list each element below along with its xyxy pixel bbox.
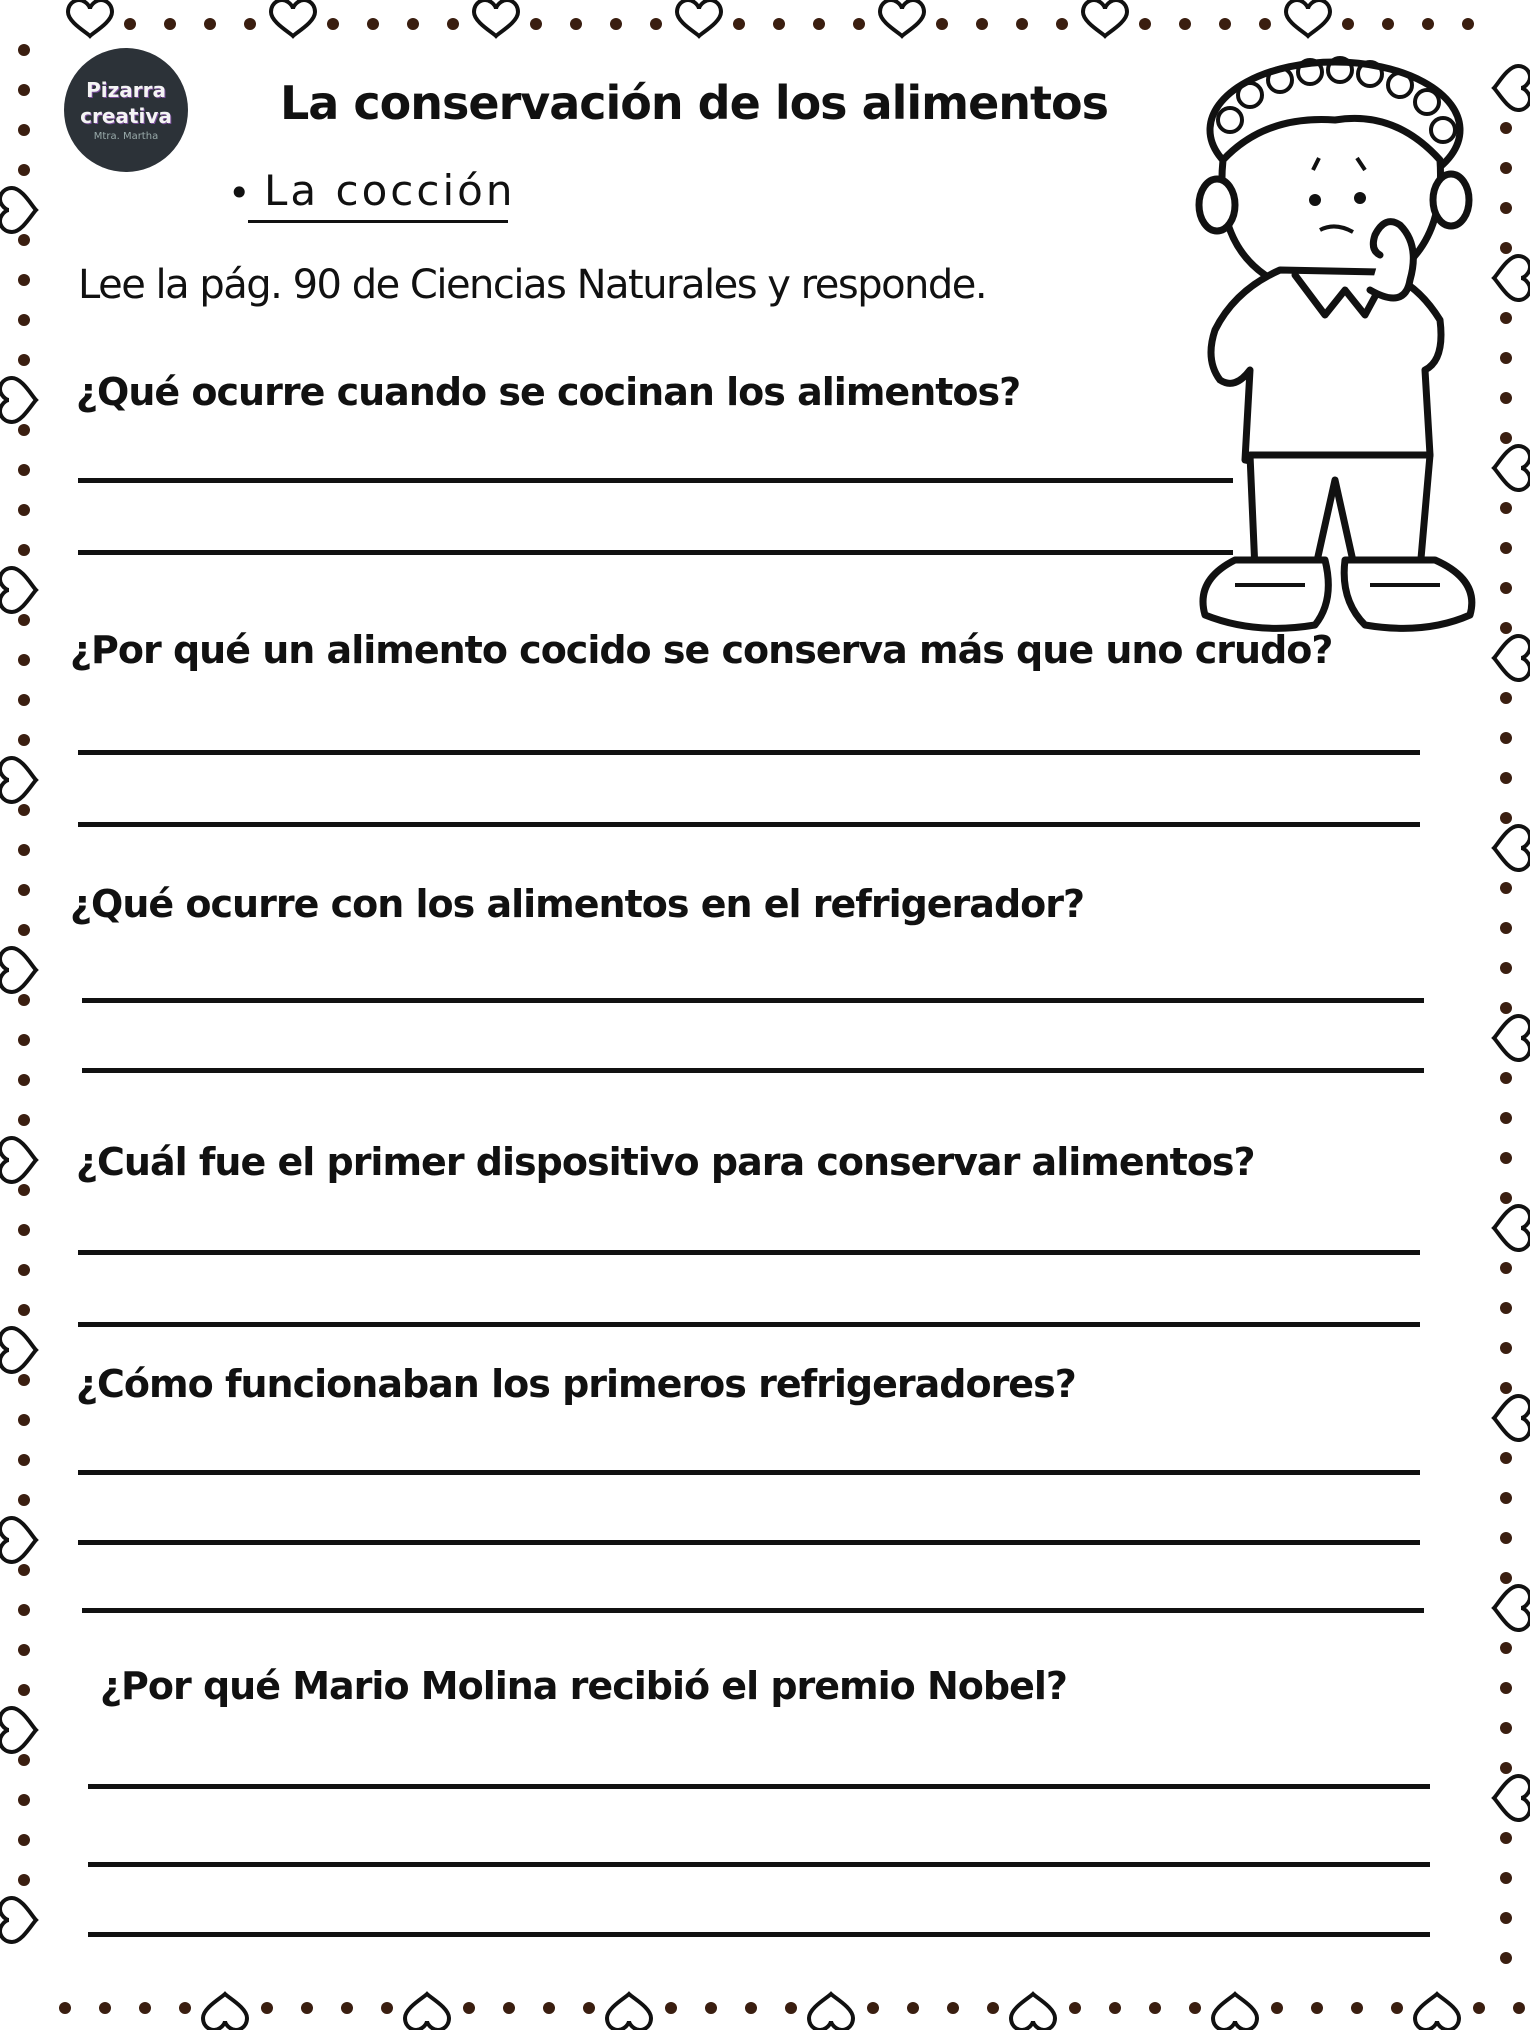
dot-icon bbox=[705, 2002, 717, 2014]
answer-line[interactable] bbox=[78, 1470, 1420, 1475]
dot-icon bbox=[813, 18, 825, 30]
dot-icon bbox=[164, 18, 176, 30]
dot-icon bbox=[179, 2002, 191, 2014]
heart-icon bbox=[0, 1708, 36, 1752]
dot-icon bbox=[18, 734, 30, 746]
dot-icon bbox=[407, 18, 419, 30]
dot-icon bbox=[1271, 2002, 1283, 2014]
dot-icon bbox=[1513, 2002, 1525, 2014]
answer-line[interactable] bbox=[82, 998, 1424, 1003]
answer-line[interactable] bbox=[82, 1608, 1424, 1613]
dot-icon bbox=[907, 2002, 919, 2014]
dot-icon bbox=[1500, 622, 1512, 634]
heart-icon bbox=[0, 1138, 36, 1182]
dot-icon bbox=[1500, 1262, 1512, 1274]
dot-icon bbox=[204, 18, 216, 30]
dot-icon bbox=[447, 18, 459, 30]
dot-icon bbox=[18, 1374, 30, 1386]
answer-line[interactable] bbox=[88, 1932, 1430, 1937]
dot-icon bbox=[745, 2002, 757, 2014]
dot-icon bbox=[18, 1564, 30, 1576]
dot-icon bbox=[1500, 1832, 1512, 1844]
dot-icon bbox=[650, 18, 662, 30]
dot-icon bbox=[1342, 18, 1354, 30]
dot-icon bbox=[18, 884, 30, 896]
dot-icon bbox=[1500, 1912, 1512, 1924]
dot-icon bbox=[1500, 922, 1512, 934]
heart-icon bbox=[1083, 0, 1127, 36]
dot-icon bbox=[1500, 772, 1512, 784]
question-3: ¿Qué ocurre con los alimentos en el refrigerador? bbox=[70, 882, 1085, 926]
dot-icon bbox=[18, 84, 30, 96]
answer-line[interactable] bbox=[78, 822, 1420, 827]
dot-icon bbox=[733, 18, 745, 30]
dot-icon bbox=[1422, 18, 1434, 30]
heart-icon bbox=[1494, 1776, 1530, 1820]
dot-icon bbox=[244, 18, 256, 30]
dot-icon bbox=[18, 124, 30, 136]
dot-icon bbox=[1500, 202, 1512, 214]
dot-icon bbox=[18, 1454, 30, 1466]
heart-icon bbox=[1286, 0, 1330, 36]
dot-icon bbox=[1500, 1642, 1512, 1654]
page-subtitle: La cocción bbox=[264, 166, 516, 215]
dot-icon bbox=[987, 2002, 999, 2014]
dot-icon bbox=[1500, 1722, 1512, 1734]
dot-icon bbox=[261, 2002, 273, 2014]
heart-icon bbox=[0, 568, 36, 612]
dot-icon bbox=[1500, 502, 1512, 514]
dot-icon bbox=[18, 1114, 30, 1126]
dot-icon bbox=[947, 2002, 959, 2014]
heart-icon bbox=[0, 188, 36, 232]
dot-icon bbox=[18, 234, 30, 246]
dot-icon bbox=[1462, 18, 1474, 30]
dot-icon bbox=[1500, 312, 1512, 324]
heart-icon bbox=[271, 0, 315, 36]
dot-icon bbox=[1500, 1112, 1512, 1124]
dot-icon bbox=[1500, 122, 1512, 134]
heart-icon bbox=[68, 0, 112, 36]
dot-icon bbox=[1500, 352, 1512, 364]
heart-icon bbox=[0, 378, 36, 422]
heart-icon bbox=[1213, 1994, 1257, 2030]
dot-icon bbox=[1219, 18, 1231, 30]
dot-icon bbox=[1500, 1342, 1512, 1354]
heart-icon bbox=[677, 0, 721, 36]
logo-text-line1: Pizarra bbox=[86, 78, 166, 102]
dot-icon bbox=[18, 654, 30, 666]
dot-icon bbox=[853, 18, 865, 30]
dot-icon bbox=[18, 1074, 30, 1086]
pizarra-creativa-logo bbox=[64, 48, 188, 172]
dot-icon bbox=[1500, 1872, 1512, 1884]
dot-icon bbox=[773, 18, 785, 30]
dot-icon bbox=[124, 18, 136, 30]
dot-icon bbox=[1500, 1072, 1512, 1084]
heart-icon bbox=[607, 1994, 651, 2030]
dot-icon bbox=[18, 464, 30, 476]
dot-icon bbox=[1056, 18, 1068, 30]
dot-icon bbox=[18, 1184, 30, 1196]
dot-icon bbox=[18, 844, 30, 856]
dot-icon bbox=[530, 18, 542, 30]
dot-icon bbox=[18, 1794, 30, 1806]
dot-icon bbox=[1500, 1952, 1512, 1964]
dot-icon bbox=[341, 2002, 353, 2014]
logo-signature: Mtra. Martha bbox=[93, 131, 159, 142]
dot-icon bbox=[1500, 1302, 1512, 1314]
dot-icon bbox=[976, 18, 988, 30]
dot-icon bbox=[1500, 882, 1512, 894]
dot-icon bbox=[1179, 18, 1191, 30]
dot-icon bbox=[18, 1264, 30, 1276]
dot-icon bbox=[18, 274, 30, 286]
dot-icon bbox=[1016, 18, 1028, 30]
answer-line[interactable] bbox=[78, 478, 1233, 483]
dot-icon bbox=[18, 424, 30, 436]
heart-icon bbox=[1494, 826, 1530, 870]
dot-icon bbox=[1500, 162, 1512, 174]
question-1: ¿Qué ocurre cuando se cocinan los alimentos? bbox=[76, 370, 1021, 414]
answer-line[interactable] bbox=[88, 1784, 1430, 1789]
heart-icon bbox=[880, 0, 924, 36]
dot-icon bbox=[18, 44, 30, 56]
dot-icon bbox=[1109, 2002, 1121, 2014]
dot-icon bbox=[1500, 1152, 1512, 1164]
heart-icon bbox=[1494, 256, 1530, 300]
dot-icon bbox=[18, 614, 30, 626]
dot-icon bbox=[1500, 582, 1512, 594]
dot-icon bbox=[1500, 812, 1512, 824]
dot-icon bbox=[18, 164, 30, 176]
dot-icon bbox=[99, 2002, 111, 2014]
dot-icon bbox=[18, 1034, 30, 1046]
question-6: ¿Por qué Mario Molina recibió el premio Nobel? bbox=[100, 1664, 1067, 1708]
dot-icon bbox=[18, 504, 30, 516]
heart-icon bbox=[1494, 1206, 1530, 1250]
dot-icon bbox=[867, 2002, 879, 2014]
dot-icon bbox=[1500, 1572, 1512, 1584]
dot-icon bbox=[1500, 542, 1512, 554]
dot-icon bbox=[1500, 732, 1512, 744]
heart-icon bbox=[1494, 1016, 1530, 1060]
dot-icon bbox=[1500, 1382, 1512, 1394]
dot-icon bbox=[1500, 432, 1512, 444]
question-2: ¿Por qué un alimento cocido se conserva más que uno crudo? bbox=[70, 628, 1333, 672]
dot-icon bbox=[1382, 18, 1394, 30]
page-title: La conservación de los alimentos bbox=[280, 76, 1109, 130]
instruction-text: Lee la pág. 90 de Ciencias Naturales y responde. bbox=[78, 262, 987, 308]
dot-icon bbox=[1189, 2002, 1201, 2014]
dot-icon bbox=[18, 1304, 30, 1316]
heart-icon bbox=[0, 758, 36, 802]
dot-icon bbox=[1500, 1682, 1512, 1694]
dot-icon bbox=[18, 1414, 30, 1426]
dot-icon bbox=[1473, 2002, 1485, 2014]
dot-icon bbox=[18, 1604, 30, 1616]
boy-thinking-illustration bbox=[1195, 40, 1485, 650]
dot-icon bbox=[18, 694, 30, 706]
question-5: ¿Cómo funcionaban los primeros refrigeradores? bbox=[76, 1362, 1076, 1406]
heart-icon bbox=[1494, 66, 1530, 110]
dot-icon bbox=[1149, 2002, 1161, 2014]
dot-icon bbox=[1500, 1492, 1512, 1504]
dot-icon bbox=[18, 994, 30, 1006]
dot-icon bbox=[1259, 18, 1271, 30]
dot-icon bbox=[301, 2002, 313, 2014]
heart-icon bbox=[1494, 1396, 1530, 1440]
dot-icon bbox=[1500, 962, 1512, 974]
dot-icon bbox=[1351, 2002, 1363, 2014]
heart-icon bbox=[1494, 1586, 1530, 1630]
dot-icon bbox=[139, 2002, 151, 2014]
dot-icon bbox=[1139, 18, 1151, 30]
dot-icon bbox=[18, 1644, 30, 1656]
dot-icon bbox=[18, 354, 30, 366]
heart-icon bbox=[474, 0, 518, 36]
bullet-icon: • bbox=[228, 171, 251, 215]
heart-icon bbox=[1011, 1994, 1055, 2030]
dot-icon bbox=[570, 18, 582, 30]
dot-icon bbox=[1500, 242, 1512, 254]
dot-icon bbox=[18, 1834, 30, 1846]
answer-line[interactable] bbox=[78, 1250, 1420, 1255]
dot-icon bbox=[18, 1494, 30, 1506]
answer-line[interactable] bbox=[78, 750, 1420, 755]
dot-icon bbox=[463, 2002, 475, 2014]
dot-icon bbox=[327, 18, 339, 30]
dot-icon bbox=[1500, 1452, 1512, 1464]
dot-icon bbox=[18, 314, 30, 326]
dot-icon bbox=[936, 18, 948, 30]
dot-icon bbox=[1069, 2002, 1081, 2014]
answer-line[interactable] bbox=[82, 1068, 1424, 1073]
heart-icon bbox=[0, 948, 36, 992]
heart-icon bbox=[809, 1994, 853, 2030]
dot-icon bbox=[1311, 2002, 1323, 2014]
subtitle-underline bbox=[248, 220, 508, 223]
heart-icon bbox=[0, 1898, 36, 1942]
dot-icon bbox=[59, 2002, 71, 2014]
question-4: ¿Cuál fue el primer dispositivo para conservar alimentos? bbox=[76, 1140, 1255, 1184]
dot-icon bbox=[18, 804, 30, 816]
dot-icon bbox=[503, 2002, 515, 2014]
dot-icon bbox=[18, 1224, 30, 1236]
heart-icon bbox=[0, 1518, 36, 1562]
answer-line[interactable] bbox=[78, 550, 1233, 555]
answer-line[interactable] bbox=[78, 1540, 1420, 1545]
heart-icon bbox=[1494, 446, 1530, 490]
dot-icon bbox=[583, 2002, 595, 2014]
dot-icon bbox=[18, 1754, 30, 1766]
heart-icon bbox=[203, 1994, 247, 2030]
heart-icon bbox=[1415, 1994, 1459, 2030]
dot-icon bbox=[785, 2002, 797, 2014]
dot-icon bbox=[1500, 1192, 1512, 1204]
heart-icon bbox=[0, 1328, 36, 1372]
dot-icon bbox=[18, 1874, 30, 1886]
dot-icon bbox=[543, 2002, 555, 2014]
heart-icon bbox=[1494, 636, 1530, 680]
dot-icon bbox=[1500, 1762, 1512, 1774]
dot-icon bbox=[1500, 1002, 1512, 1014]
dot-icon bbox=[1500, 692, 1512, 704]
dot-icon bbox=[1500, 392, 1512, 404]
logo-text-line2: creativa bbox=[80, 104, 172, 128]
dot-icon bbox=[18, 1684, 30, 1696]
dot-icon bbox=[1500, 1532, 1512, 1544]
heart-icon bbox=[405, 1994, 449, 2030]
dot-icon bbox=[18, 924, 30, 936]
answer-line[interactable] bbox=[88, 1862, 1430, 1867]
dot-icon bbox=[367, 18, 379, 30]
answer-line[interactable] bbox=[78, 1322, 1420, 1327]
dot-icon bbox=[1391, 2002, 1403, 2014]
dot-icon bbox=[665, 2002, 677, 2014]
dot-icon bbox=[18, 544, 30, 556]
dot-icon bbox=[381, 2002, 393, 2014]
dot-icon bbox=[610, 18, 622, 30]
